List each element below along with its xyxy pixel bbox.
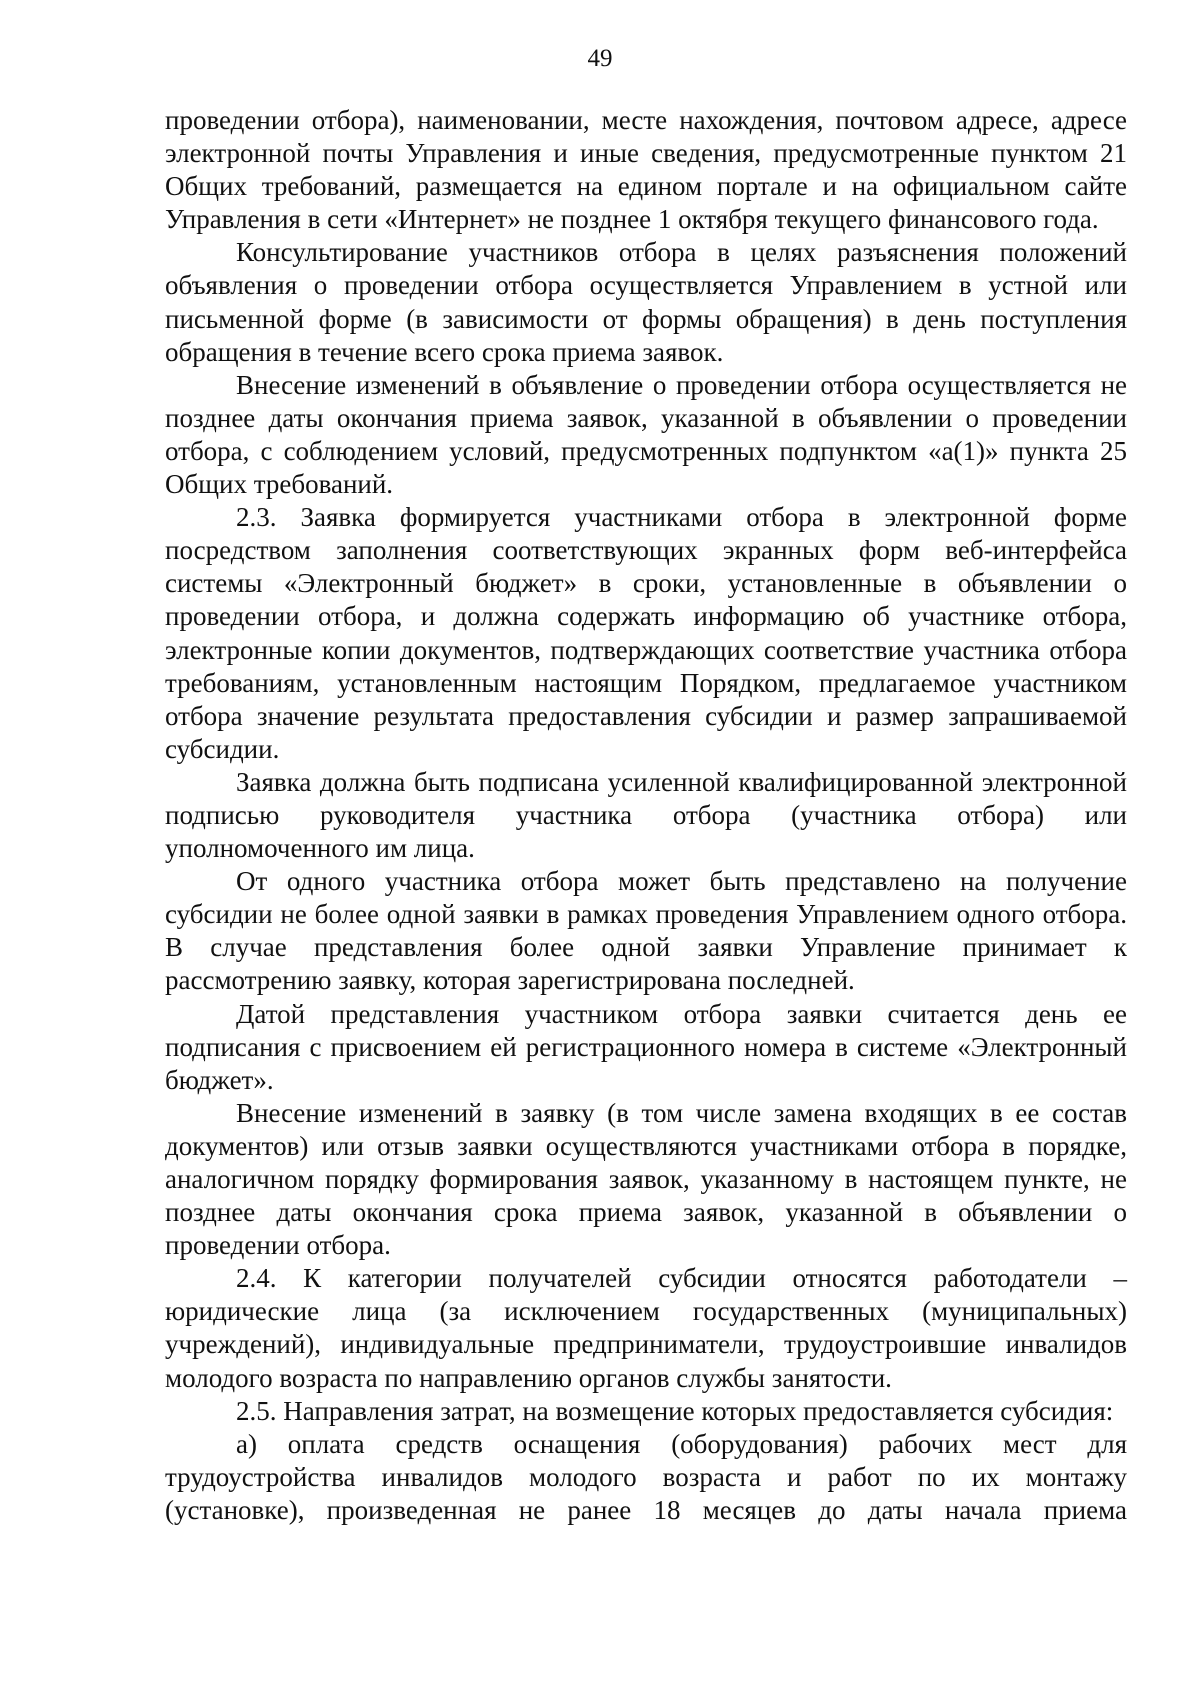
- paragraph-8: Внесение изменений в заявку (в том числе замена входящих в ее состав документов) или отзыв заявки осуществляются участниками отбора в порядке, аналогичном порядку формирования заявок, указанному в настоящем пункте, не позднее даты окончания срока приема заявок, указанной в объявлении о проведении отбора.: [165, 1097, 1127, 1261]
- paragraph-11-line-1: а) оплата средств оснащения (оборудования) рабочих мест для: [236, 1428, 1127, 1459]
- paragraph-11: [165, 1428, 1127, 1527]
- paragraph-11-line-2: трудоустройства инвалидов молодого возраста и работ по их монтажу: [165, 1461, 1127, 1492]
- paragraph-11-line-3: (установке), произведенная не ранее 18 месяцев до даты начала приема: [165, 1494, 1127, 1525]
- page-number: 49: [587, 45, 613, 72]
- paragraph-7: Датой представления участником отбора заявки считается день ее подписания с присвоением ей регистрационного номера в системе «Электронный бюджет».: [165, 998, 1127, 1095]
- paragraph-5: Заявка должна быть подписана усиленной квалифицированной электронной подписью руководителя участника отбора (участника отбора) или уполномоченного им лица.: [165, 766, 1127, 864]
- paragraph-9: 2.4. К категории получателей субсидии относятся работодатели – юридические лица (за исключением государственных (муниципальных) учреждений), индивидуальные предприниматели, трудоустроившие инвалидов молодого возраста по направлению органов службы занятости.: [165, 1263, 1127, 1393]
- paragraph-2: Консультирование участников отбора в целях разъяснения положений объявления о проведении отбора осуществляется Управлением в устной или письменной форме (в зависимости от формы обращения) в день поступления обращения в течение всего срока приема заявок.: [165, 237, 1127, 367]
- paragraph-3: Внесение изменений в объявление о проведении отбора осуществляется не позднее даты окончания приема заявок, указанной в объявлении о проведении отбора, с соблюдением условий, предусмотренных подпунктом «а(1)» пункта 25 Общих требований.: [165, 369, 1127, 500]
- paragraph-6: От одного участника отбора может быть представлено на получение субсидии не более одной заявки в рамках проведения Управлением одного отбора. В случае представления более одной заявки Управление принимает к рассмотрению заявку, которая зарегистрирована последней.: [165, 866, 1127, 996]
- paragraph-10: 2.5. Направления затрат, на возмещение которых предоставляется субсидия:: [236, 1395, 1114, 1426]
- paragraph-4: 2.3. Заявка формируется участниками отбора в электронной форме посредством заполнения соответствующих экранных форм веб-интерфейса системы «Электронный бюджет» в сроки, установленные в объявлении о проведении отбора, и должна содержать информацию об участнике отбора, электронные копии документов, подтверждающих соответствие участника отбора требованиям, установленным настоящим Порядком, предлагаемое участником отбора значение результата предоставления субсидии и размер запрашиваемой субсидии.: [165, 502, 1127, 764]
- paragraph-1: проведении отбора), наименовании, месте нахождения, почтовом адресе, адресе электронной почты Управления и иные сведения, предусмотренные пунктом 21 Общих требований, размещается на едином портале и на официальном сайте Управления в сети «Интернет» не позднее 1 октября текущего финансового года.: [165, 105, 1127, 235]
- document-body: [165, 104, 1127, 1527]
